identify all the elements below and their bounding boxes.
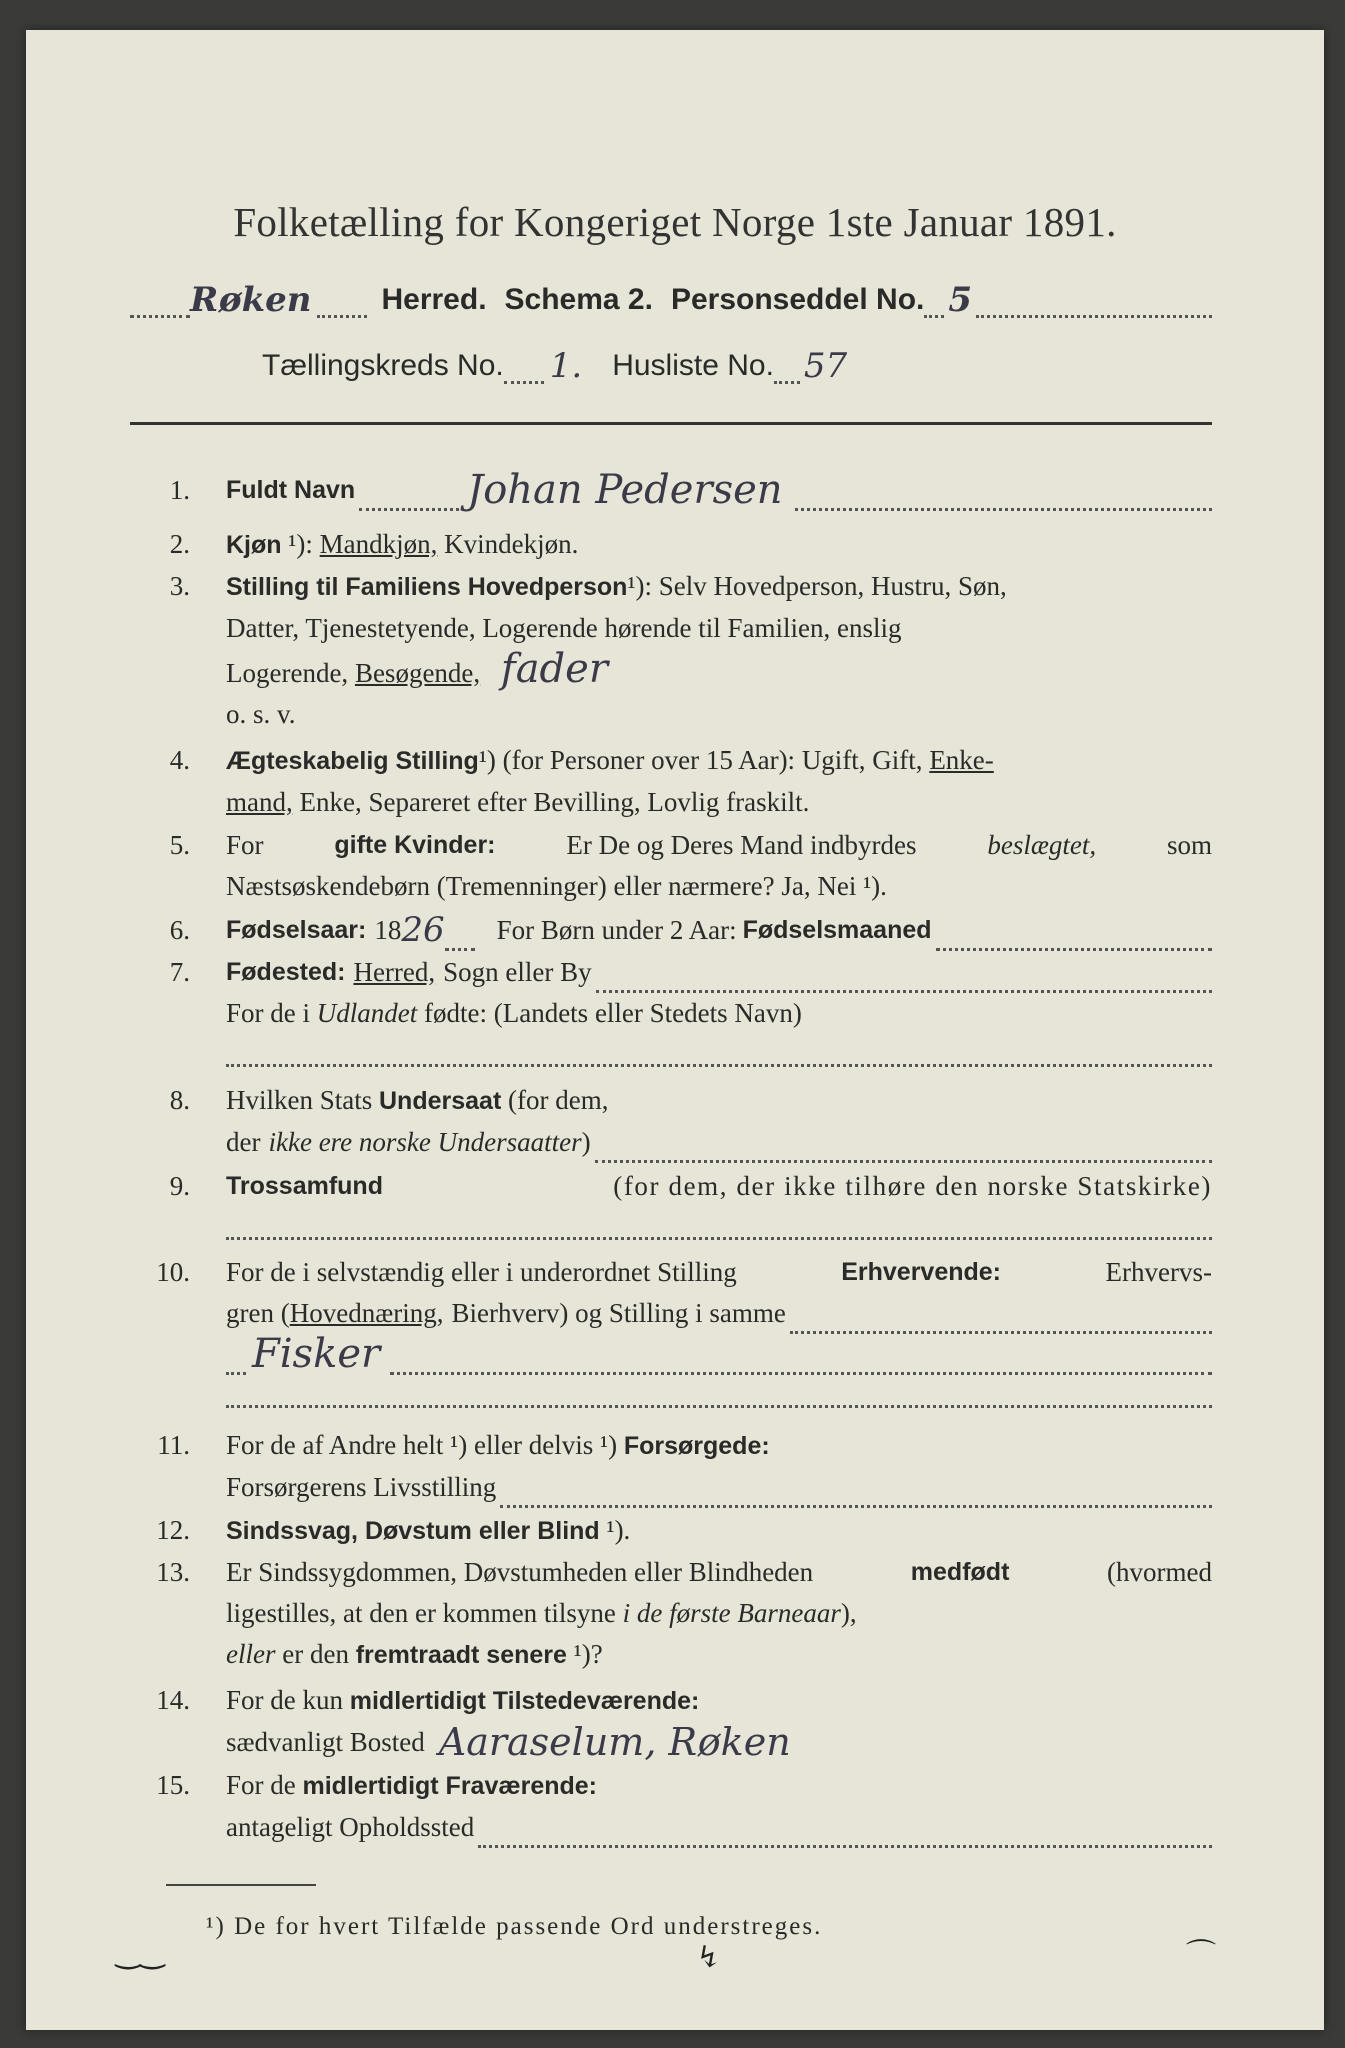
item-7-number: 7.	[169, 957, 190, 987]
full-name-dots-a	[359, 482, 459, 511]
marital-status-label: Ægteskabelig Stilling	[226, 747, 479, 775]
congenital-prompt-a: Er Sindssygdommen, Døvstumheden eller Blindheden	[226, 1557, 814, 1587]
husliste-handwritten: 57	[803, 346, 848, 386]
birthplace-herred: Herred,	[353, 957, 436, 987]
taellingskreds-line	[262, 348, 1024, 384]
item-8-number: 8.	[169, 1085, 190, 1115]
congenital-first-years: i de første Barneaar	[622, 1598, 841, 1628]
sex-option-male: Mandkjøn,	[319, 529, 438, 559]
herred-schema-line	[130, 282, 1212, 318]
congenital-er-den: er den	[282, 1639, 349, 1669]
occupation-prompt-a: For de i selvstændig eller i underordnet Stilling	[226, 1257, 737, 1287]
usual-residence-label: sædvanligt Bosted	[226, 1727, 425, 1757]
married-women-related: beslægtet,	[987, 830, 1097, 860]
taellingskreds-handwritten: 1.	[549, 346, 583, 386]
temporary-absent-label: midlertidigt Fraværende:	[302, 1772, 597, 1800]
occupation-prompt-c: Bierhverv) og Stilling i samme	[451, 1298, 786, 1328]
marital-status-line1: ¹) (for Personer over 15 Aar): Ugift, Gift,	[478, 745, 923, 775]
ink-mark-right: ⌒	[1186, 1938, 1216, 1973]
congenital-line2-a: ligestilles, at den er kommen tilsyne	[226, 1598, 616, 1628]
birth-month-label: Fødselsmaaned	[742, 916, 932, 944]
item-1-number: 1.	[169, 475, 190, 505]
birth-year-label: Fødselsaar:	[226, 916, 367, 944]
supported-prompt: For de af Andre helt ¹) eller delvis ¹)	[226, 1430, 618, 1460]
family-position-besogende: Besøgende,	[354, 658, 481, 688]
header-divider	[130, 422, 1212, 425]
probable-residence-label: antageligt Opholdssted	[226, 1812, 475, 1842]
item-14-number: 14.	[156, 1685, 190, 1715]
married-women-som: som	[1166, 830, 1212, 860]
provider-occupation-dots	[500, 1481, 1212, 1508]
occupation-label: Erhvervende:	[841, 1258, 1002, 1286]
birth-month-prompt: For Børn under 2 Aar:	[496, 915, 737, 945]
congenital-prompt-c: (hvormed	[1107, 1557, 1212, 1587]
husliste-dots	[774, 355, 800, 384]
item-9-number: 9.	[169, 1171, 190, 1201]
marital-status-line2: Enke, Separeret efter Bevilling, Lovlig fraskilt.	[299, 787, 810, 817]
religion-label: Trossamfund	[226, 1172, 383, 1200]
schema-label: Schema 2.	[504, 283, 653, 316]
birth-year-prefix: 18	[374, 915, 402, 945]
birthplace-options: Sogn eller By	[443, 957, 592, 987]
census-form-page	[26, 30, 1324, 2030]
family-position-label: Stilling til Familiens Hovedperson	[226, 573, 628, 601]
birth-year-dots	[445, 922, 475, 951]
citizenship-prompt-a: Hvilken Stats	[226, 1085, 373, 1115]
marital-enkemand-b: mand,	[226, 787, 293, 817]
birth-month-dots	[936, 924, 1212, 951]
congenital-line2-c: ),	[840, 1598, 857, 1628]
occupation-dots-b	[226, 1346, 246, 1375]
sex-label: Kjøn	[226, 531, 282, 559]
footnote-divider	[166, 1884, 316, 1886]
item-5-number: 5.	[169, 830, 190, 860]
citizenship-der: der	[226, 1127, 261, 1157]
husliste-label: Husliste No.	[612, 349, 774, 382]
abroad-prompt-c: fødte: (Landets eller Stedets Navn)	[424, 998, 802, 1028]
family-position-logerende: Logerende,	[226, 658, 349, 688]
full-name-handwritten: Johan Pedersen	[467, 467, 783, 513]
footnote: ¹) De for hvert Tilfælde passende Ord understreges.	[206, 1913, 823, 1940]
form-title: Folketælling for Kongeriget Norge 1ste Januar 1891.	[233, 199, 1117, 245]
married-women-label: gifte Kvinder:	[334, 831, 496, 859]
usual-residence-handwritten: Aaraselum, Røken	[438, 1720, 791, 1764]
citizenship-paren: )	[581, 1127, 591, 1157]
supported-label: Forsørgede:	[623, 1432, 770, 1460]
congenital-later-label: fremtraadt senere	[355, 1641, 567, 1669]
birthplace-dots	[596, 966, 1212, 993]
religion-prompt: (for dem, der ikke tilhøre den norske Statskirke)	[613, 1171, 1212, 1201]
abroad-prompt-a: For de i	[226, 998, 310, 1028]
sex-option-female: Kvindekjøn.	[444, 529, 579, 559]
temporary-present-prompt: For de kun	[226, 1685, 343, 1715]
disability-label: Sindssvag, Døvstum eller Blind	[226, 1517, 600, 1545]
ink-mark-center: ↯	[696, 1940, 722, 1975]
occupation-dots-a	[790, 1307, 1212, 1334]
married-women-for: For	[226, 830, 264, 860]
temporary-present-label: midlertidigt Tilstedeværende:	[349, 1687, 700, 1715]
birthplace-label: Fødested:	[226, 958, 346, 986]
occupation-erhvervs: Erhvervs-	[1105, 1257, 1212, 1287]
item-12-number: 12.	[156, 1515, 190, 1545]
item-3-number: 3.	[169, 571, 190, 601]
personseddel-handwritten: 5	[948, 280, 973, 320]
temporary-absent-prompt: For de	[226, 1770, 296, 1800]
abroad-dots	[226, 1034, 1212, 1067]
item-4-number: 4.	[169, 745, 190, 775]
item-10-number: 10.	[156, 1257, 190, 1287]
religion-dots	[226, 1207, 1212, 1240]
married-women-question: Er De og Deres Mand indbyrdes	[566, 830, 917, 860]
sex-footnote-ref: ¹):	[288, 529, 313, 559]
herred-handwritten: Røken	[190, 280, 312, 320]
citizenship-prompt-c: (for dem,	[508, 1085, 609, 1115]
congenital-label: medfødt	[910, 1558, 1010, 1586]
congenital-eller: eller	[226, 1639, 276, 1669]
full-name-dots-b	[795, 484, 1212, 511]
herred-dots-left	[130, 289, 190, 318]
citizenship-dots	[595, 1136, 1212, 1163]
personseddel-dots	[924, 289, 944, 318]
personseddel-dots-end	[976, 289, 1212, 318]
herred-dots-right	[317, 289, 367, 318]
taellingskreds-label: Tællingskreds No.	[262, 349, 504, 382]
item-13-number: 13.	[156, 1557, 190, 1587]
family-position-line2: Datter, Tjenestetyende, Logerende hørende til Familien, enslig	[226, 613, 902, 643]
citizenship-not-norwegian: ikke ere norske Undersaatter	[268, 1127, 582, 1157]
item-15-number: 15.	[156, 1770, 190, 1800]
item-6-number: 6.	[169, 915, 190, 945]
married-women-line2: Næstsøskendebørn (Tremenninger) eller nærmere? Ja, Nei ¹).	[226, 871, 887, 901]
family-position-line1: ¹): Selv Hovedperson, Hustru, Søn,	[627, 571, 1007, 601]
family-position-osv: o. s. v.	[226, 699, 296, 729]
citizenship-label: Undersaat	[379, 1087, 502, 1115]
herred-label: Herred.	[381, 283, 487, 316]
personseddel-label: Personseddel No.	[670, 283, 925, 316]
abroad-prompt-udlandet: Udlandet	[316, 998, 418, 1028]
marital-enkemand-a: Enke-	[929, 745, 994, 775]
occupation-handwritten: Fisker	[252, 1331, 381, 1377]
full-name-label: Fuldt Navn	[226, 476, 356, 504]
family-position-handwritten: fader	[500, 646, 608, 692]
provider-occupation-label: Forsørgerens Livsstilling	[226, 1472, 497, 1502]
occupation-dots-c	[390, 1348, 1212, 1375]
item-2-number: 2.	[169, 529, 190, 559]
disability-footnote-ref: ¹).	[606, 1515, 631, 1545]
occupation-dots-d	[226, 1375, 1212, 1408]
occupation-gren: gren (	[226, 1298, 290, 1328]
occupation-hovednaering: Hovednæring,	[289, 1298, 444, 1328]
probable-residence-dots	[478, 1821, 1212, 1848]
birth-year-handwritten: 26	[401, 910, 445, 950]
ink-mark-left: ‿‿	[116, 1935, 165, 1970]
congenital-footnote-ref: ¹)?	[573, 1639, 603, 1669]
item-11-number: 11.	[157, 1430, 190, 1460]
taellingskreds-dots	[504, 355, 544, 384]
